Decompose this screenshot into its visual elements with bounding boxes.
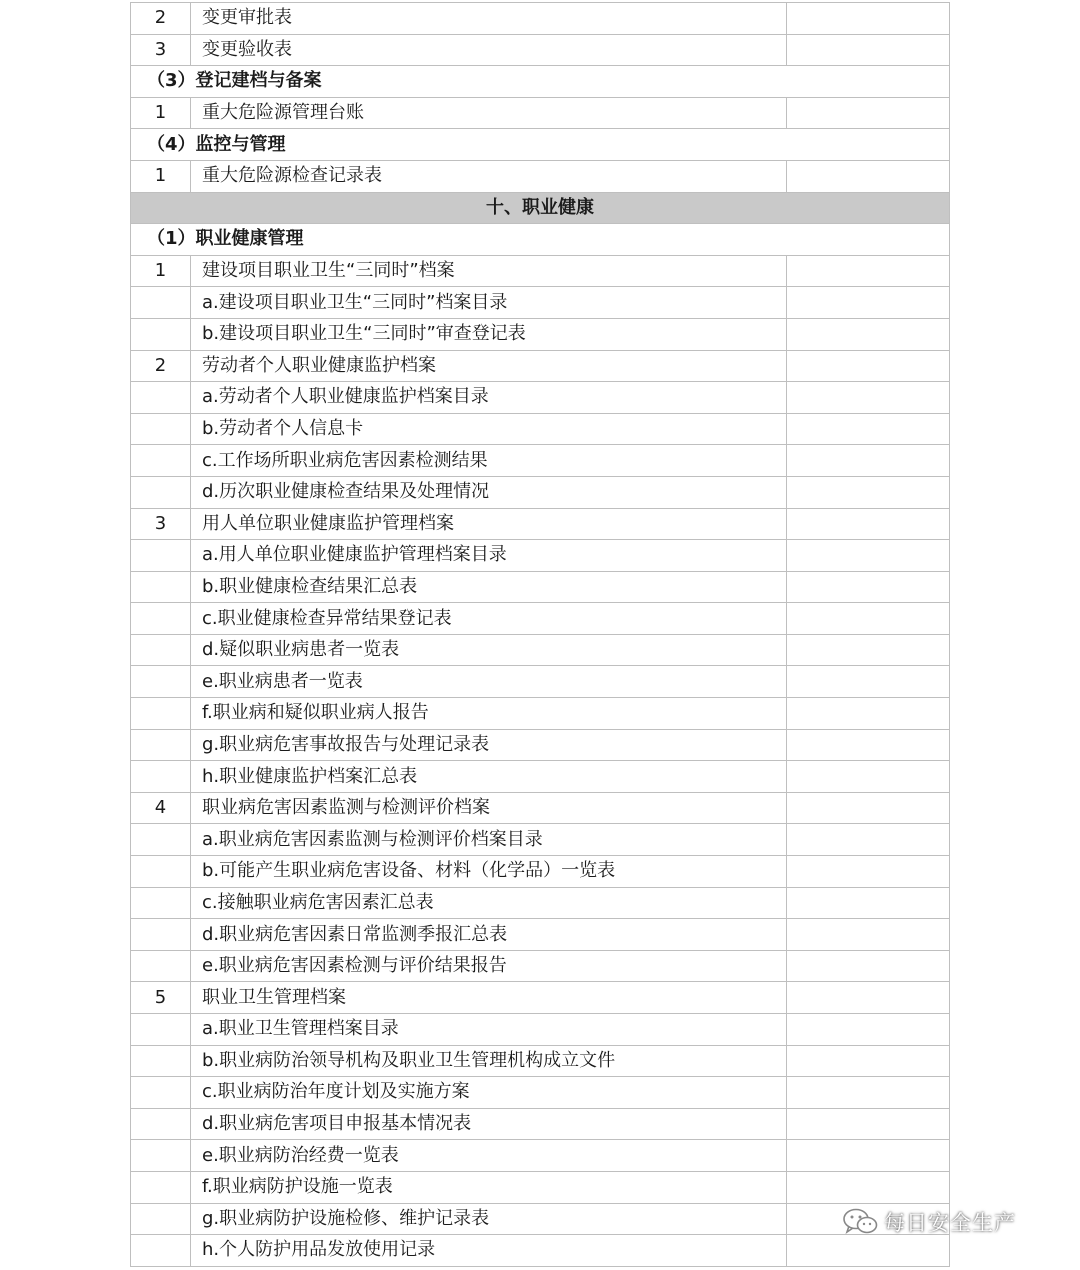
row-number: 2 <box>131 3 191 35</box>
row-item-title: g.职业病危害事故报告与处理记录表 <box>191 729 787 761</box>
row-number <box>131 666 191 698</box>
table-row <box>131 97 950 129</box>
table-row <box>131 3 950 35</box>
row-blank-cell <box>787 1077 950 1109</box>
table-row <box>131 824 950 856</box>
row-blank-cell <box>787 413 950 445</box>
table-row <box>131 1171 950 1203</box>
row-number <box>131 887 191 919</box>
row-number <box>131 824 191 856</box>
table-row <box>131 634 950 666</box>
row-blank-cell <box>787 856 950 888</box>
table-row <box>131 666 950 698</box>
row-item-title: h.职业健康监护档案汇总表 <box>191 761 787 793</box>
row-blank-cell <box>787 1140 950 1172</box>
table-row <box>131 603 950 635</box>
row-blank-cell <box>787 887 950 919</box>
row-item-title: 变更验收表 <box>191 34 787 66</box>
table-row <box>131 950 950 982</box>
row-item-title: c.职业健康检查异常结果登记表 <box>191 603 787 635</box>
row-item-title: 劳动者个人职业健康监护档案 <box>191 350 787 382</box>
row-item-title: b.可能产生职业病危害设备、材料（化学品）一览表 <box>191 856 787 888</box>
table-body <box>131 3 950 1267</box>
row-item-title: 职业病危害因素监测与检测评价档案 <box>191 792 787 824</box>
row-number <box>131 919 191 951</box>
section-header-row <box>131 224 950 256</box>
row-item-title: f.职业病和疑似职业病人报告 <box>191 698 787 730</box>
table-row <box>131 761 950 793</box>
row-number <box>131 761 191 793</box>
row-number <box>131 856 191 888</box>
table-row <box>131 887 950 919</box>
row-number: 1 <box>131 160 191 192</box>
row-item-title: h.个人防护用品发放使用记录 <box>191 1235 787 1267</box>
row-blank-cell <box>787 1045 950 1077</box>
row-number <box>131 1014 191 1046</box>
table-row <box>131 255 950 287</box>
row-blank-cell <box>787 950 950 982</box>
row-number <box>131 950 191 982</box>
table-row <box>131 540 950 572</box>
row-blank-cell <box>787 792 950 824</box>
table-row <box>131 508 950 540</box>
table-row <box>131 34 950 66</box>
section-title: （3）登记建档与备案 <box>131 66 950 98</box>
row-blank-cell <box>787 3 950 35</box>
row-blank-cell <box>787 255 950 287</box>
row-blank-cell <box>787 1235 950 1267</box>
row-blank-cell <box>787 540 950 572</box>
table-row <box>131 1108 950 1140</box>
archive-checklist-table <box>130 2 950 1267</box>
row-blank-cell <box>787 97 950 129</box>
row-blank-cell <box>787 476 950 508</box>
row-item-title: d.疑似职业病患者一览表 <box>191 634 787 666</box>
row-item-title: 重大危险源检查记录表 <box>191 160 787 192</box>
table-row <box>131 982 950 1014</box>
row-item-title: c.接触职业病危害因素汇总表 <box>191 887 787 919</box>
row-number <box>131 1045 191 1077</box>
section-header-row <box>131 66 950 98</box>
row-blank-cell <box>787 1014 950 1046</box>
row-item-title: a.建设项目职业卫生“三同时”档案目录 <box>191 287 787 319</box>
row-item-title: g.职业病防护设施检修、维护记录表 <box>191 1203 787 1235</box>
table-row <box>131 698 950 730</box>
table-row <box>131 413 950 445</box>
row-blank-cell <box>787 729 950 761</box>
table-row <box>131 382 950 414</box>
row-item-title: b.建设项目职业卫生“三同时”审查登记表 <box>191 318 787 350</box>
row-blank-cell <box>787 824 950 856</box>
row-blank-cell <box>787 1108 950 1140</box>
row-blank-cell <box>787 666 950 698</box>
row-blank-cell <box>787 350 950 382</box>
row-item-title: 职业卫生管理档案 <box>191 982 787 1014</box>
row-item-title: 用人单位职业健康监护管理档案 <box>191 508 787 540</box>
row-number <box>131 603 191 635</box>
row-number <box>131 571 191 603</box>
row-blank-cell <box>787 445 950 477</box>
row-number <box>131 634 191 666</box>
row-number <box>131 540 191 572</box>
row-number <box>131 445 191 477</box>
row-number: 2 <box>131 350 191 382</box>
row-blank-cell <box>787 634 950 666</box>
row-number <box>131 1077 191 1109</box>
row-number <box>131 698 191 730</box>
row-item-title: d.职业病危害因素日常监测季报汇总表 <box>191 919 787 951</box>
table-row <box>131 160 950 192</box>
row-number: 1 <box>131 97 191 129</box>
row-number <box>131 1140 191 1172</box>
row-blank-cell <box>787 603 950 635</box>
row-number <box>131 476 191 508</box>
row-item-title: b.劳动者个人信息卡 <box>191 413 787 445</box>
section-title: （4）监控与管理 <box>131 129 950 161</box>
row-number: 4 <box>131 792 191 824</box>
table-row <box>131 1140 950 1172</box>
section-title: （1）职业健康管理 <box>131 224 950 256</box>
row-item-title: 重大危险源管理台账 <box>191 97 787 129</box>
row-item-title: d.历次职业健康检查结果及处理情况 <box>191 476 787 508</box>
wechat-icon <box>842 1207 878 1237</box>
table-row <box>131 1235 950 1267</box>
table-row <box>131 287 950 319</box>
row-blank-cell <box>787 761 950 793</box>
row-number <box>131 729 191 761</box>
row-blank-cell <box>787 34 950 66</box>
row-item-title: e.职业病患者一览表 <box>191 666 787 698</box>
table-row <box>131 445 950 477</box>
table-row <box>131 792 950 824</box>
row-number <box>131 287 191 319</box>
row-blank-cell <box>787 287 950 319</box>
row-item-title: 变更审批表 <box>191 3 787 35</box>
row-item-title: e.职业病防治经费一览表 <box>191 1140 787 1172</box>
table-row <box>131 350 950 382</box>
table-row <box>131 729 950 761</box>
row-blank-cell <box>787 571 950 603</box>
table-row <box>131 1045 950 1077</box>
row-blank-cell <box>787 160 950 192</box>
table-row <box>131 476 950 508</box>
row-blank-cell <box>787 982 950 1014</box>
row-item-title: d.职业病危害项目申报基本情况表 <box>191 1108 787 1140</box>
table-row <box>131 1014 950 1046</box>
row-number <box>131 413 191 445</box>
chapter-header-row <box>131 192 950 224</box>
row-item-title: a.职业卫生管理档案目录 <box>191 1014 787 1046</box>
row-item-title: a.劳动者个人职业健康监护档案目录 <box>191 382 787 414</box>
row-number <box>131 1235 191 1267</box>
row-number: 5 <box>131 982 191 1014</box>
table-row <box>131 571 950 603</box>
row-number <box>131 318 191 350</box>
row-blank-cell <box>787 698 950 730</box>
row-blank-cell <box>787 508 950 540</box>
row-number: 3 <box>131 508 191 540</box>
table-row <box>131 856 950 888</box>
row-blank-cell <box>787 919 950 951</box>
row-number <box>131 1108 191 1140</box>
table-row <box>131 919 950 951</box>
row-item-title: b.职业健康检查结果汇总表 <box>191 571 787 603</box>
row-number <box>131 382 191 414</box>
row-item-title: b.职业病防治领导机构及职业卫生管理机构成立文件 <box>191 1045 787 1077</box>
row-blank-cell <box>787 1171 950 1203</box>
chapter-title: 十、职业健康 <box>131 192 950 224</box>
row-item-title: e.职业病危害因素检测与评价结果报告 <box>191 950 787 982</box>
row-number <box>131 1171 191 1203</box>
watermark <box>842 1207 1016 1237</box>
row-blank-cell <box>787 318 950 350</box>
table-row <box>131 1203 950 1235</box>
row-item-title: a.职业病危害因素监测与检测评价档案目录 <box>191 824 787 856</box>
row-item-title: c.职业病防治年度计划及实施方案 <box>191 1077 787 1109</box>
row-item-title: f.职业病防护设施一览表 <box>191 1171 787 1203</box>
table-row <box>131 318 950 350</box>
row-number: 3 <box>131 34 191 66</box>
row-number: 1 <box>131 255 191 287</box>
row-item-title: c.工作场所职业病危害因素检测结果 <box>191 445 787 477</box>
table-row <box>131 1077 950 1109</box>
watermark-text: 每日安全生产 <box>884 1211 1016 1235</box>
row-blank-cell <box>787 382 950 414</box>
section-header-row <box>131 129 950 161</box>
row-item-title: 建设项目职业卫生“三同时”档案 <box>191 255 787 287</box>
row-number <box>131 1203 191 1235</box>
row-item-title: a.用人单位职业健康监护管理档案目录 <box>191 540 787 572</box>
